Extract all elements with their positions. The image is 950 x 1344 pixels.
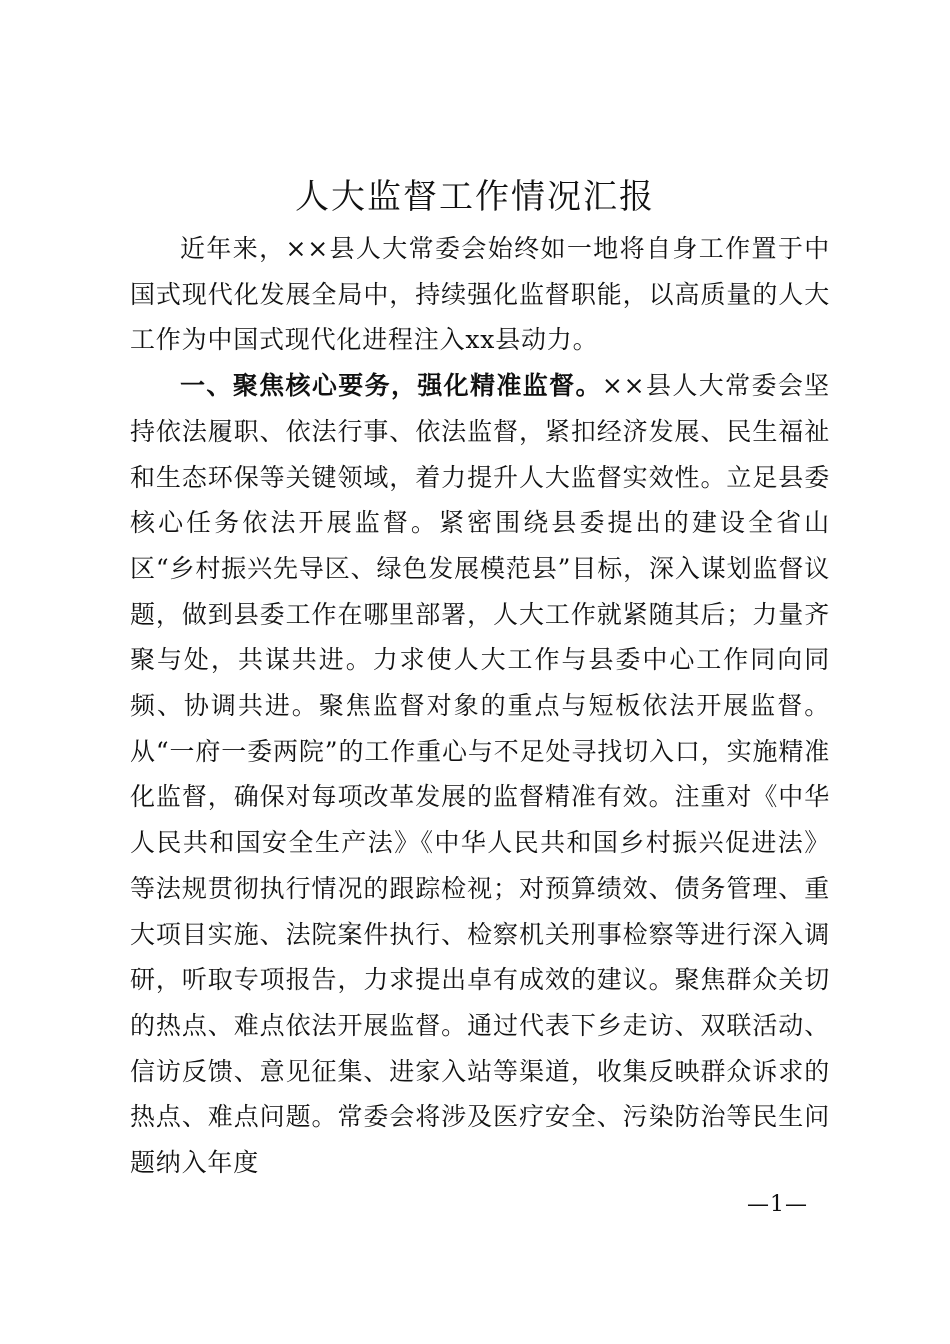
section-1-body: ××县人大常委会坚持依法履职、依法行事、依法监督，紧扣经济发展、民生福祉和生态环保等关键领域，着力提升人大监督实效性。立足县委核心任务依法开展监督。紧密围绕县委提出的建设全省山区“乡村振兴先导区、绿色发展模范县”目标，深入谋划监督议题，做到县委工作在哪里部署，人大工作就紧随其后；力量齐聚与处，共谋共进。力求使人大工作与县委中心工作同向同频、协调共进。聚焦监督对象的重点与短板依法开展监督。从“一府一委两院”的工作重心与不足处寻找切入口，实施精准化监督，确保对每项改革发展的监督精准有效。注重对《中华人民共和国安全生产法》《中华人民共和国乡村振兴促进法》等法规贯彻执行情况的跟踪检视；对预算绩效、债务管理、重大项目实施、法院案件执行、检察机关刑事检察等进行深入调研，听取专项报告，力求提出卓有成效的建议。聚焦群众关切的热点、难点依法开展监督。通过代表下乡走访、双联活动、信访反馈、意见征集、进家入站等渠道，收集反映群众诉求的热点、难点问题。常委会将涉及医疗安全、污染防治等民生问题纳入年度 (130, 371, 830, 1178)
intro-paragraph: 近年来，××县人大常委会始终如一地将自身工作置于中国式现代化发展全局中，持续强化监督职能，以高质量的人大工作为中国式现代化进程注入xx县动力。 (130, 234, 830, 355)
section-1-heading: 一、聚焦核心要务，强化精准监督。 (180, 371, 602, 401)
document-body (130, 226, 830, 1186)
section-1-paragraph (130, 363, 830, 1186)
document-title: 人大监督工作情况汇报 (295, 177, 655, 217)
page-number: —1— (747, 1192, 808, 1217)
